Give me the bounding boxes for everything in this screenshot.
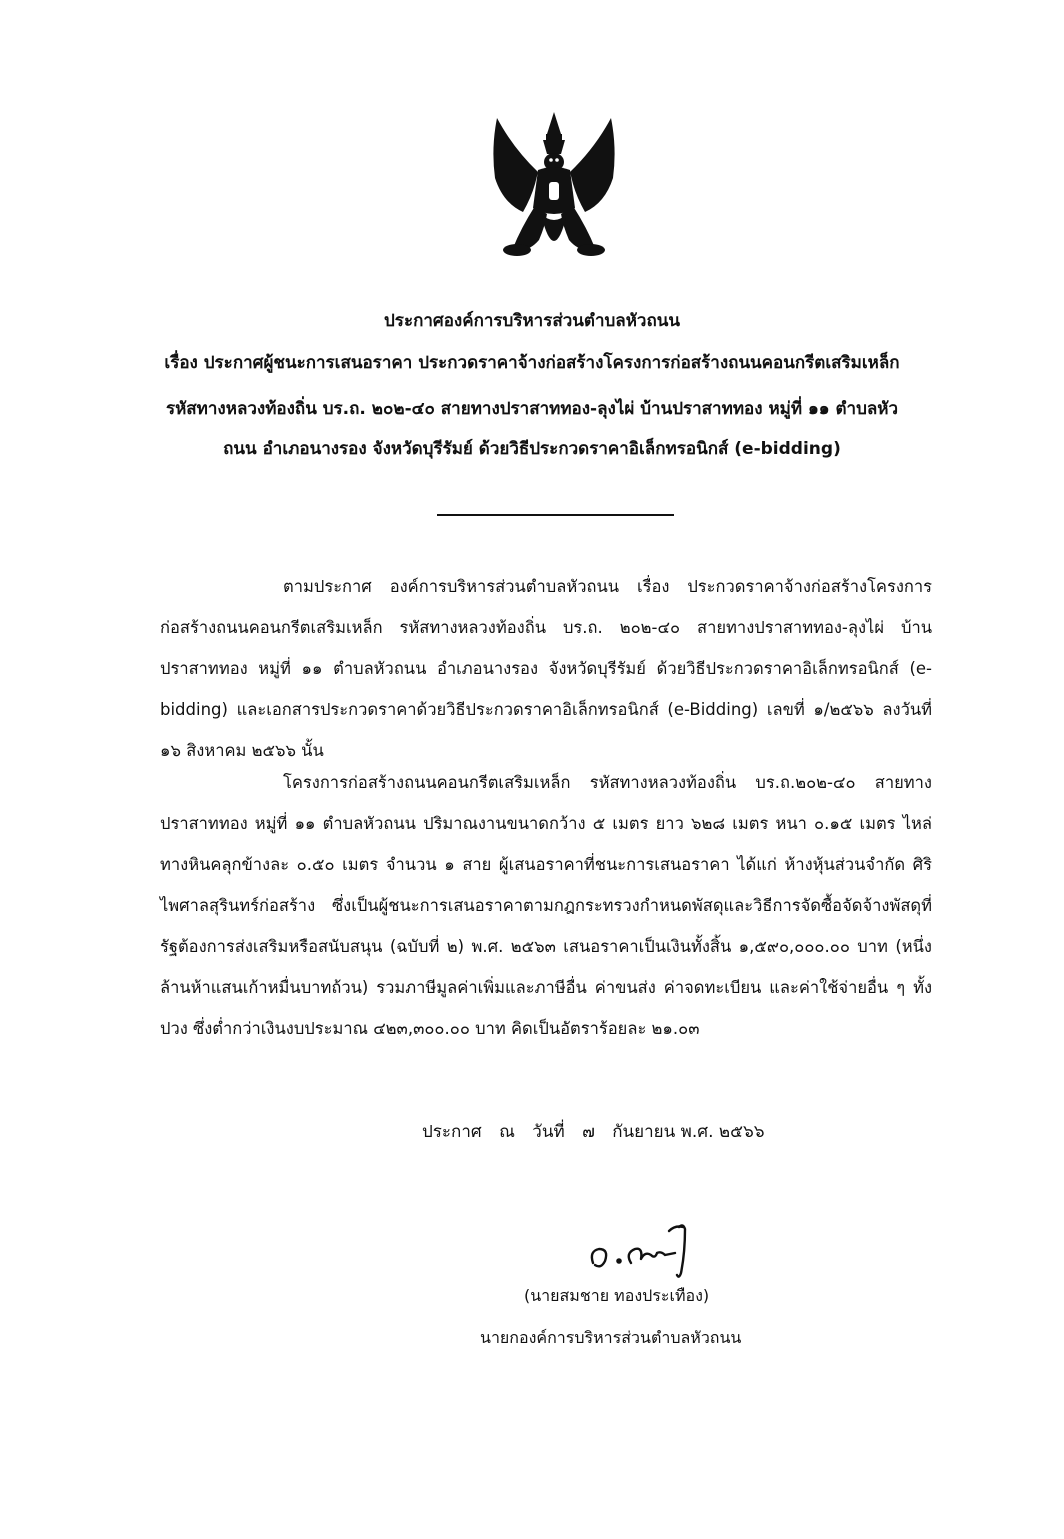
announce-label: ประกาศ — [422, 1122, 482, 1142]
document-title: ประกาศองค์การบริหารส่วนตำบลหัวถนน — [384, 311, 680, 331]
body-paragraph-2 — [160, 762, 932, 1049]
announce-day-label: วันที่ — [532, 1122, 565, 1142]
subject-line-1: เรื่อง ประกาศผู้ชนะการเสนอราคา ประกวดราคาจ้างก่อสร้างโครงการก่อสร้างถนนคอนกรีตเสริมเหล็ก — [164, 353, 900, 373]
signer-title: นายกองค์การบริหารส่วนตำบลหัวถนน — [480, 1328, 742, 1347]
subject-line-3: ถนน อำเภอนางรอง จังหวัดบุรีรัมย์ ด้วยวิธีประกวดราคาอิเล็กทรอนิกส์ (e-bidding) — [223, 439, 841, 459]
body-paragraph-1 — [160, 566, 932, 771]
announce-at: ณ — [499, 1122, 515, 1142]
paragraph-1-text: ตามประกาศ องค์การบริหารส่วนตำบลหัวถนน เรื่อง ประกวดราคาจ้างก่อสร้างโครงการก่อสร้างถนนคอนกรีตเสริมเหล็ก รหัสทางหลวงท้องถิ่น บร.ถ. ๒๐๒-๔๐ สายทางปราสาททอง-ลุงไผ่ บ้านปราสาททอง หมู่ที่ ๑๑ ตำบลหัวถนน อำเภอนางรอง จังหวัดบุรีรัมย์ ด้วยวิธีประกวดราคาอิเล็กทรอนิกส์ (e-bidding) และเอกสารประกวดราคาด้วยวิธีประกวดราคาอิเล็กทรอนิกส์ (e-Bidding) เลขที่ ๑/๒๕๖๖ ลงวันที่ ๑๖ สิงหาคม ๒๕๖๖ นั้น — [160, 577, 932, 760]
announcement-date — [422, 1118, 777, 1145]
subject-line-2: รหัสทางหลวงท้องถิ่น บร.ถ. ๒๐๒-๔๐ สายทางปราสาททอง-ลุงไผ่ บ้านปราสาททอง หมู่ที่ ๑๑ ตำบลหัว — [165, 399, 899, 419]
title-divider — [437, 514, 674, 516]
garuda-emblem-icon — [483, 108, 625, 268]
announce-day: ๗ — [582, 1122, 595, 1142]
paragraph-2-text: โครงการก่อสร้างถนนคอนกรีตเสริมเหล็ก รหัสทางหลวงท้องถิ่น บร.ถ.๒๐๒-๔๐ สายทางปราสาททอง หมู่ที่ ๑๑ ตำบลหัวถนน ปริมาณงานขนาดกว้าง ๕ เมตร ยาว ๖๒๘ เมตร หนา ๐.๑๕ เมตร ไหล่ทางหินคลุกข้างละ ๐.๕๐ เมตร จำนวน ๑ สาย ผู้เสนอราคาที่ชนะการเสนอราคา ได้แก่ ห้างหุ้นส่วนจำกัด ศิริไพศาลสุรินทร์ก่อสร้าง ซึ่งเป็นผู้ชนะการเสนอราคาตามกฎกระทรวงกำหนดพัสดุและวิธีการจัดซื้อจัดจ้างพัสดุที่รัฐต้องการส่งเสริมหรือสนับสนุน (ฉบับที่ ๒) พ.ศ. ๒๕๖๓ เสนอราคาเป็นเงินทั้งสิ้น ๑,๕๙๐,๐๐๐.๐๐ บาท (หนึ่งล้านห้าแสนเก้าหมื่นบาทถ้วน) รวมภาษีมูลค่าเพิ่มและภาษีอื่น ค่าขนส่ง ค่าจดทะเบียน และค่าใช้จ่ายอื่น ๆ ทั้งปวง ซึ่งต่ำกว่าเงินงบประมาณ ๔๒๓,๓๐๐.๐๐ บาท คิดเป็นอัตราร้อยละ ๒๑.๐๓ — [160, 773, 932, 1038]
announce-month-year: กันยายน พ.ศ. ๒๕๖๖ — [612, 1122, 765, 1142]
handwritten-signature — [585, 1213, 735, 1283]
signer-name: (นายสมชาย ทองประเทือง) — [524, 1286, 710, 1305]
